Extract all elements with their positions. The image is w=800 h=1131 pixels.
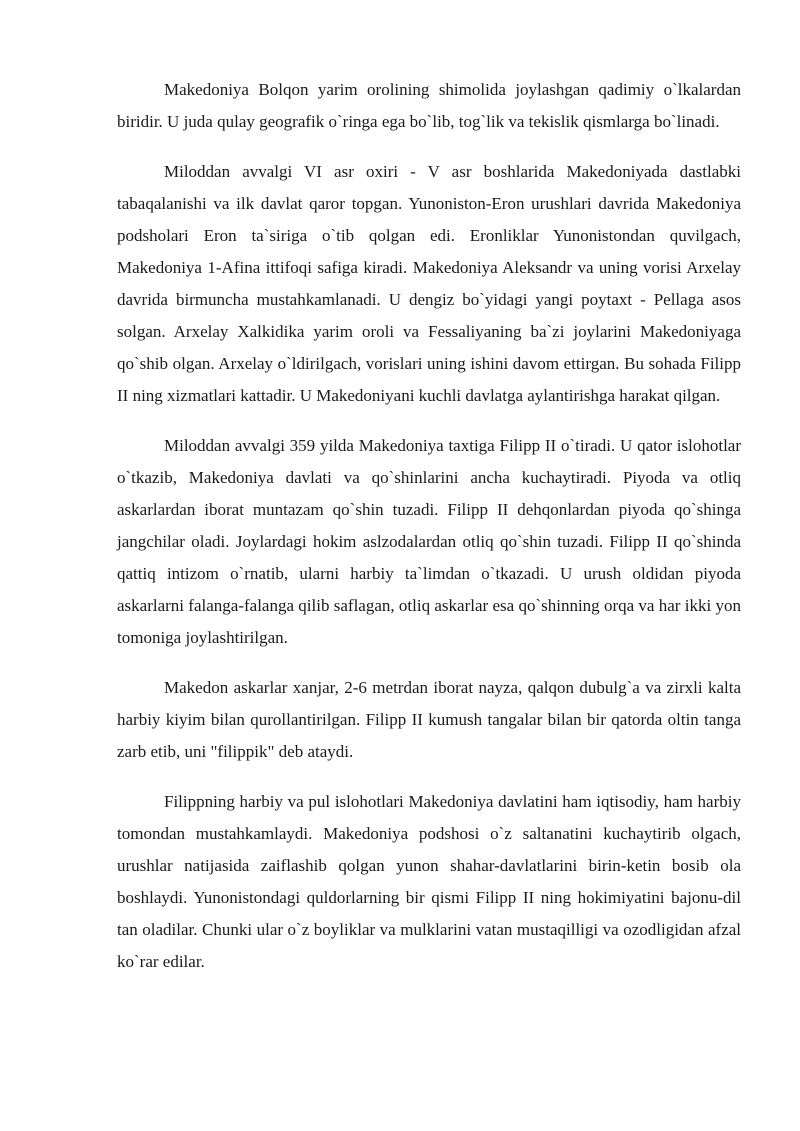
paragraph-3: Miloddan avvalgi 359 yilda Makedoniya taxtiga Filipp II o`tiradi. U qator islohotlar o`tkazib, Makedoniya davlati va qo`shinlarini ancha kuchaytiradi. Piyoda va otliq askarlardan iborat muntazam qo`shin tuzadi. Filipp II dehqonlardan piyoda qo`shinga jangchilar oladi. Joylardagi hokim aslzodalardan otliq qo`shin tuzadi. Filipp II qo`shinda qattiq intizom o`rnatib, ularni harbiy ta`limdan o`tkazadi. U urush oldidan piyoda askarlarni falanga-falanga qilib saflagan, otliq askarlar esa qo`shinning orqa va har ikki yon tomoniga joylashtirilgan.: [117, 436, 741, 647]
document-body: [117, 74, 741, 996]
paragraph-1: Makedoniya Bolqon yarim orolining shimolida joylashgan qadimiy o`lkalardan biridir. U juda qulay geografik o`ringa ega bo`lib, tog`lik va tekislik qismlarga bo`linadi.: [117, 80, 741, 131]
paragraph-2: Miloddan avvalgi VI asr oxiri - V asr boshlarida Makedoniyada dastlabki tabaqalanishi va ilk davlat qaror topgan. Yunoniston-Eron urushlari davrida Makedoniya podsholari Eron ta`siriga o`tib qolgan edi. Eronliklar Yunonistondan quvilgach, Makedoniya 1-Afina ittifoqi safiga kiradi. Makedoniya Aleksandr va uning vorisi Arxelay davrida birmuncha mustahkamlanadi. U dengiz bo`yidagi yangi poytaxt - Pellaga asos solgan. Arxelay Xalkidika yarim oroli va Fessaliyaning ba`zi joylarini Makedoniyaga qo`shib olgan. Arxelay o`ldirilgach, vorislari uning ishini davom ettirgan. Bu sohada Filipp II ning xizmatlari kattadir. U Makedoniyani kuchli davlatga aylantirishga harakat qilgan.: [117, 162, 741, 405]
paragraph-4: Makedon askarlar xanjar, 2-6 metrdan iborat nayza, qalqon dubulg`a va zirxli kalta harbiy kiyim bilan qurollantirilgan. Filipp II kumush tangalar bilan bir qatorda oltin tanga zarb etib, uni "filippik" deb ataydi.: [117, 678, 741, 761]
paragraph-5: Filippning harbiy va pul islohotlari Makedoniya davlatini ham iqtisodiy, ham harbiy tomondan mustahkamlaydi. Makedoniya podshosi o`z saltanatini kuchaytirib olgach, urushlar natijasida zaiflashib qolgan yunon shahar-davlatlarini birin-ketin bosib ola boshlaydi. Yunonistondagi quldorlarning bir qismi Filipp II ning hokimiyatini bajonu-dil tan oladilar. Chunki ular o`z boyliklar va mulklarini vatan mustaqilligi va ozodligidan afzal ko`rar edilar.: [117, 792, 741, 971]
